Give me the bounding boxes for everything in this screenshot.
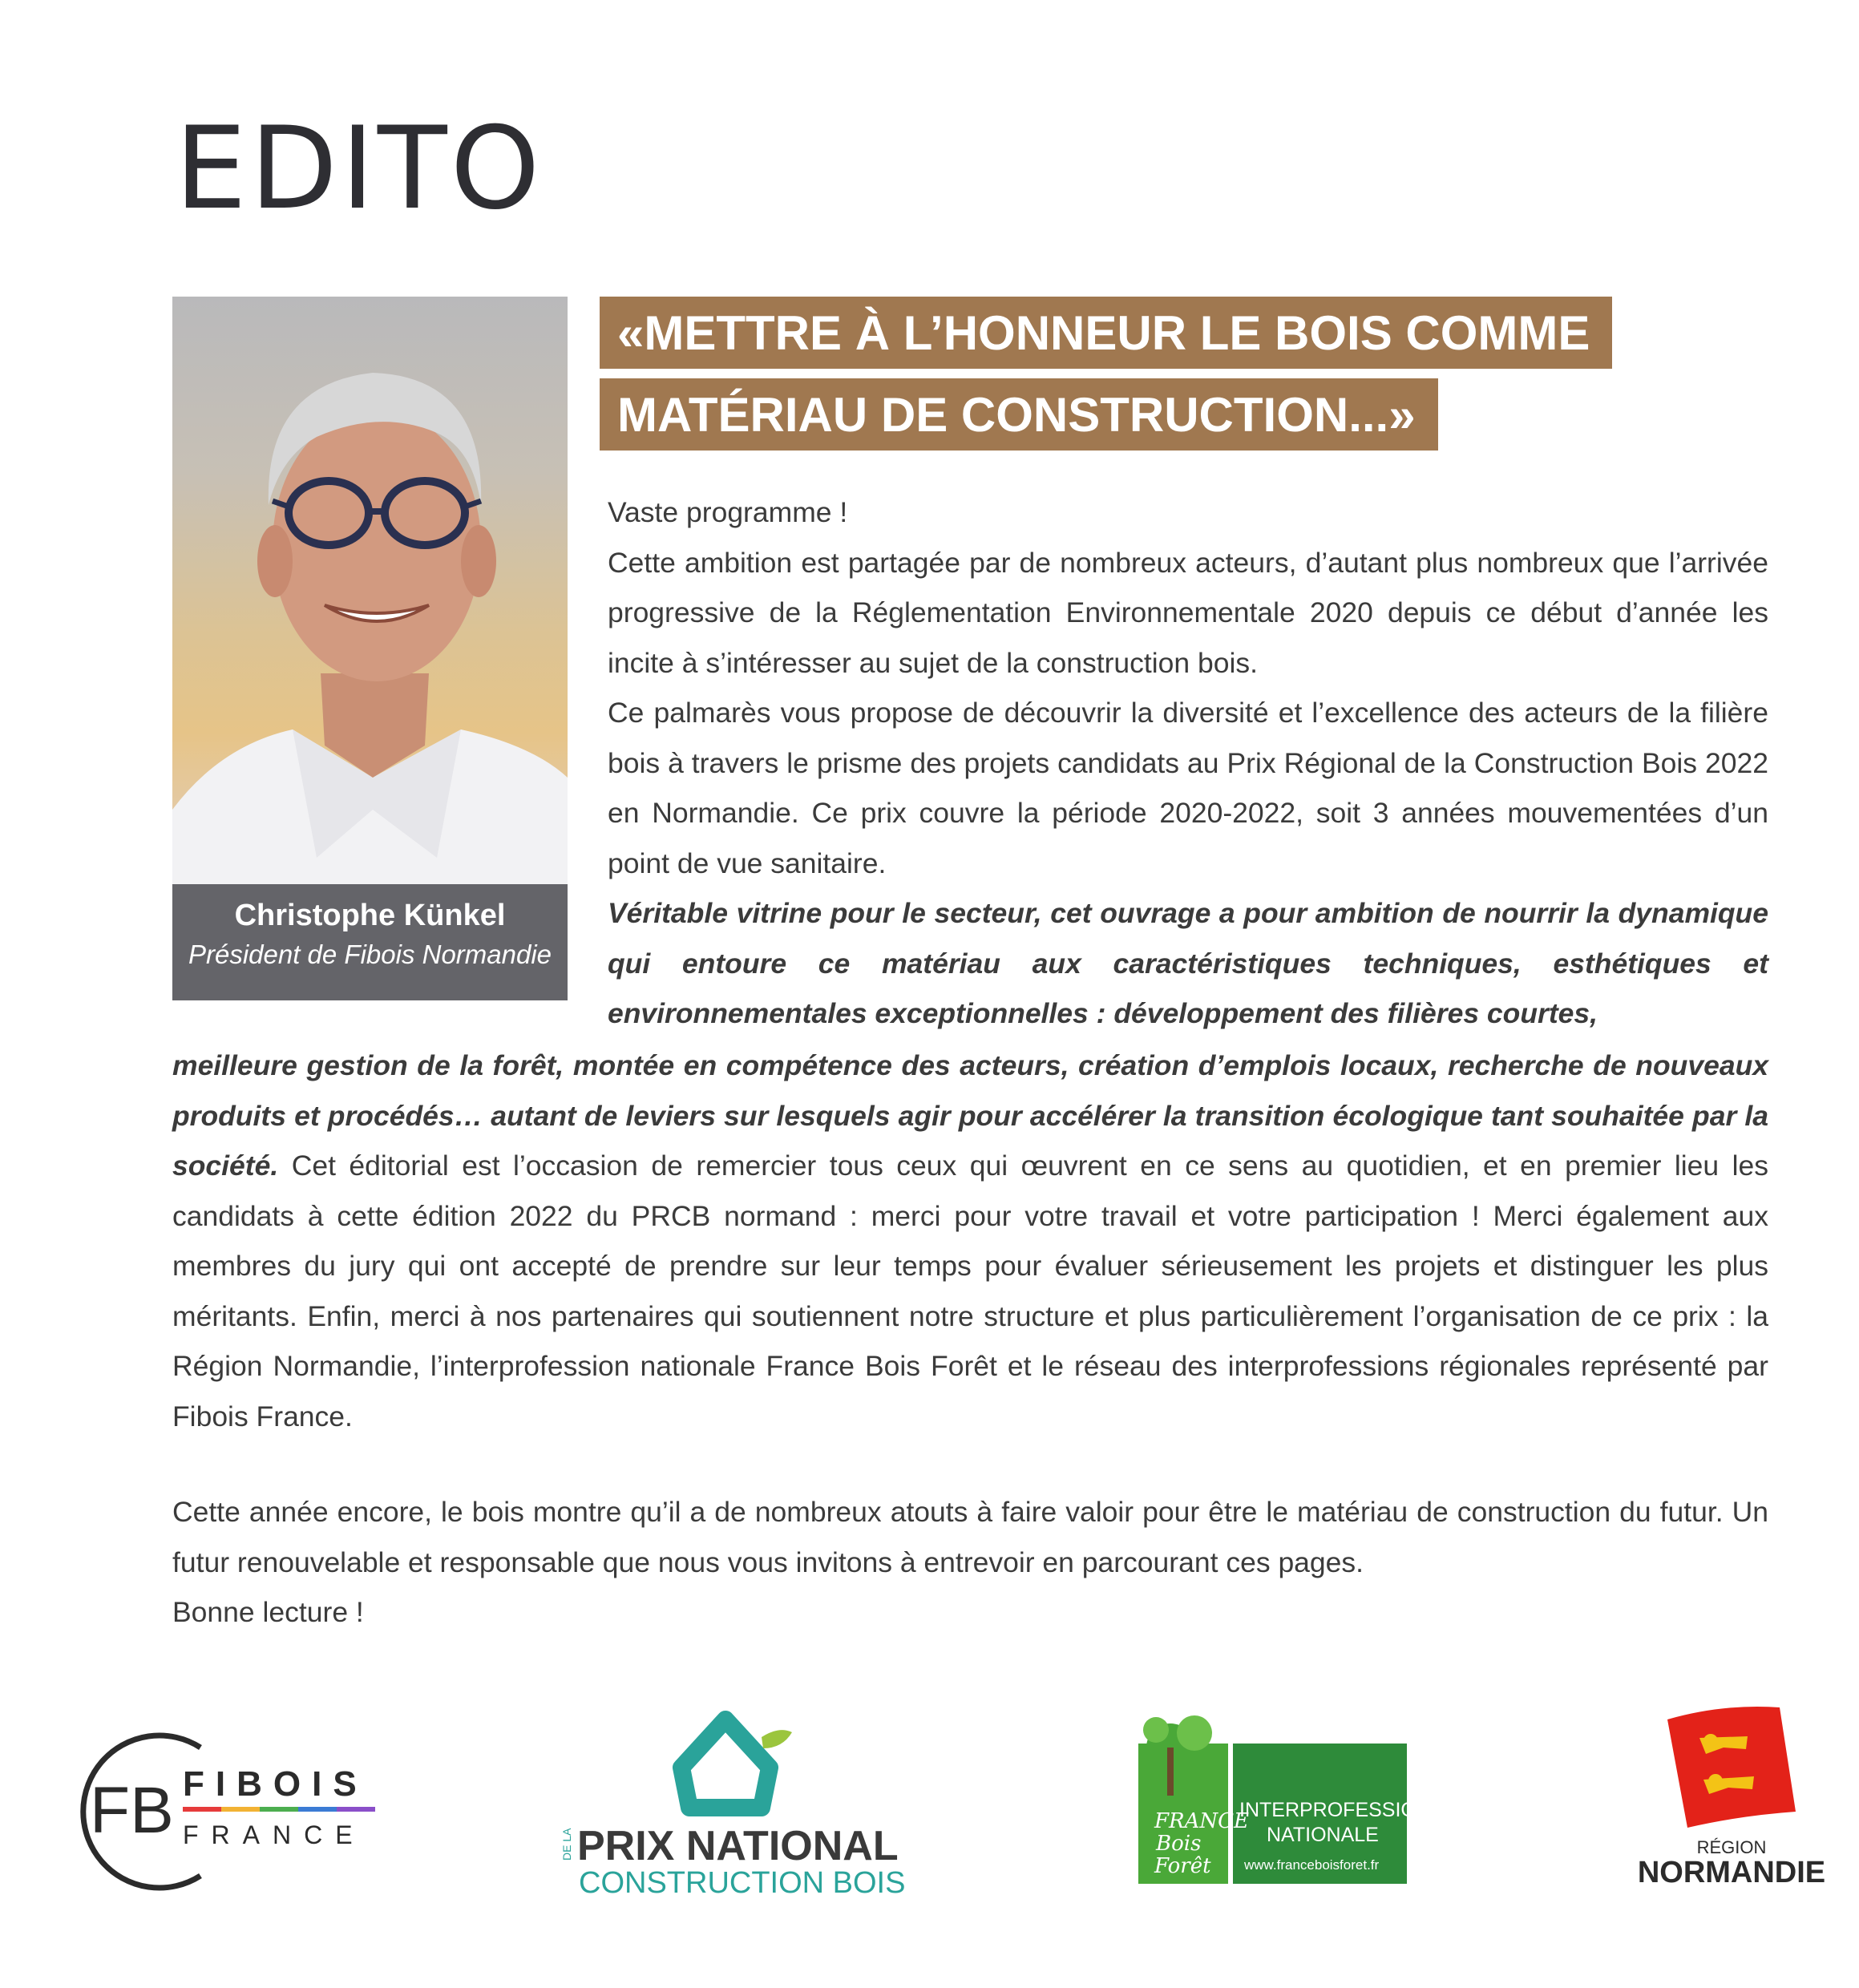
prix-line2: CONSTRUCTION BOIS: [579, 1866, 906, 1900]
paragraph-intro: Vaste programme !: [608, 496, 848, 528]
fbf-line2: NATIONALE: [1267, 1824, 1379, 1846]
france-bois-foret-logo: [1138, 1715, 1431, 1884]
portrait-photo: [172, 297, 568, 1000]
person-name: Christophe Künkel: [234, 899, 506, 932]
fbf-url: www.franceboisforet.fr: [1244, 1857, 1380, 1873]
fibois-line1: FIBOIS: [183, 1764, 368, 1804]
body-closing: [172, 1487, 1768, 1638]
paragraph-signoff: Bonne lecture !: [172, 1596, 364, 1628]
person-role: Président de Fibois Normandie: [188, 939, 552, 969]
fbf-line1: INTERPROFESSION: [1239, 1799, 1431, 1821]
page-title: EDITO: [175, 103, 544, 235]
fibois-mark: FB: [90, 1774, 174, 1847]
paragraph-emphasis-a: Véritable vitrine pour le secteur, cet ouvrage a pour ambition de nourrir la dynamique qui entoure ce matériau aux caractéristiques techniques, esthétiques et environnementales exceptionnelles : développement des filières courtes,: [608, 897, 1768, 1029]
portrait-caption: [172, 884, 568, 1000]
quote-line-2: MATÉRIAU DE CONSTRUCTION...»: [600, 378, 1438, 451]
quote-line-1: «METTRE À L’HONNEUR LE BOIS COMME: [600, 297, 1612, 369]
fibois-line2: FRANCE: [183, 1820, 366, 1849]
prix-line1: PRIX NATIONAL: [577, 1823, 899, 1869]
region-line2: NORMANDIE: [1637, 1856, 1826, 1889]
body-lower: [172, 1040, 1768, 1441]
paragraph-ambition: Cette ambition est partagée par de nombreux acteurs, d’autant plus nombreux que l’arrivée progressive de la Réglementation Environnementale 2020 depuis ce début d’année les incite à s’intéresser au sujet de la construction bois.: [608, 546, 1768, 679]
fibois-france-logo: [48, 1723, 385, 1900]
paragraph-palmares: Ce palmarès vous propose de découvrir la diversité et l’excellence des acteurs de la filière bois à travers le prisme des projets candidats au Prix Régional de la Construction Bois 2022 en Normandie. Ce prix couvre la période 2020-2022, soit 3 années mouvementées d’un point de vue sanitaire.: [608, 697, 1768, 879]
fbf-word1: FRANCE: [1154, 1809, 1250, 1833]
prix-small: DE LA: [560, 1828, 573, 1861]
paragraph-closing: Cette année encore, le bois montre qu’il a de nombreux atouts à faire valoir pour être le matériau de construction du futur. Un futur renouvelable et responsable que nous vous invitons à entrevoir en parcourant ces pages.: [172, 1496, 1768, 1578]
paragraph-thanks: Cet éditorial est l’occasion de remercier tous ceux qui œuvrent en ce sens au quotidien, et en premier lieu les candidats à cette édition 2022 du PRCB normand : merci pour votre travail et votre participation ! Merci également aux membres du jury qui ont accepté de prendre sur leur temps pour évaluer sérieusement les projets et distinguer les plus méritants. Enfin, merci à nos partenaires qui soutiennent notre structure et plus particulièrement l’organisation de ce prix : la Région Normandie, l’interprofession nationale France Bois Forêt et le réseau des interprofessions régionales représenté par Fibois France.: [172, 1150, 1768, 1432]
fbf-word2: Bois: [1156, 1832, 1202, 1856]
prix-national-logo: [560, 1703, 914, 1900]
fbf-word3: Forêt: [1154, 1854, 1211, 1878]
body-upper: [608, 487, 1768, 1039]
paragraph-emphasis-b: meilleure gestion de la forêt, montée en compétence des acteurs, création d’emplois locaux, recherche de nouveaux produits et procédés… autant de leviers sur lesquels agir pour accélérer la transition écologique tant souhaitée par la société.: [172, 1049, 1768, 1182]
region-normandie-logo: [1627, 1699, 1836, 1892]
region-line1: RÉGION: [1696, 1837, 1767, 1857]
